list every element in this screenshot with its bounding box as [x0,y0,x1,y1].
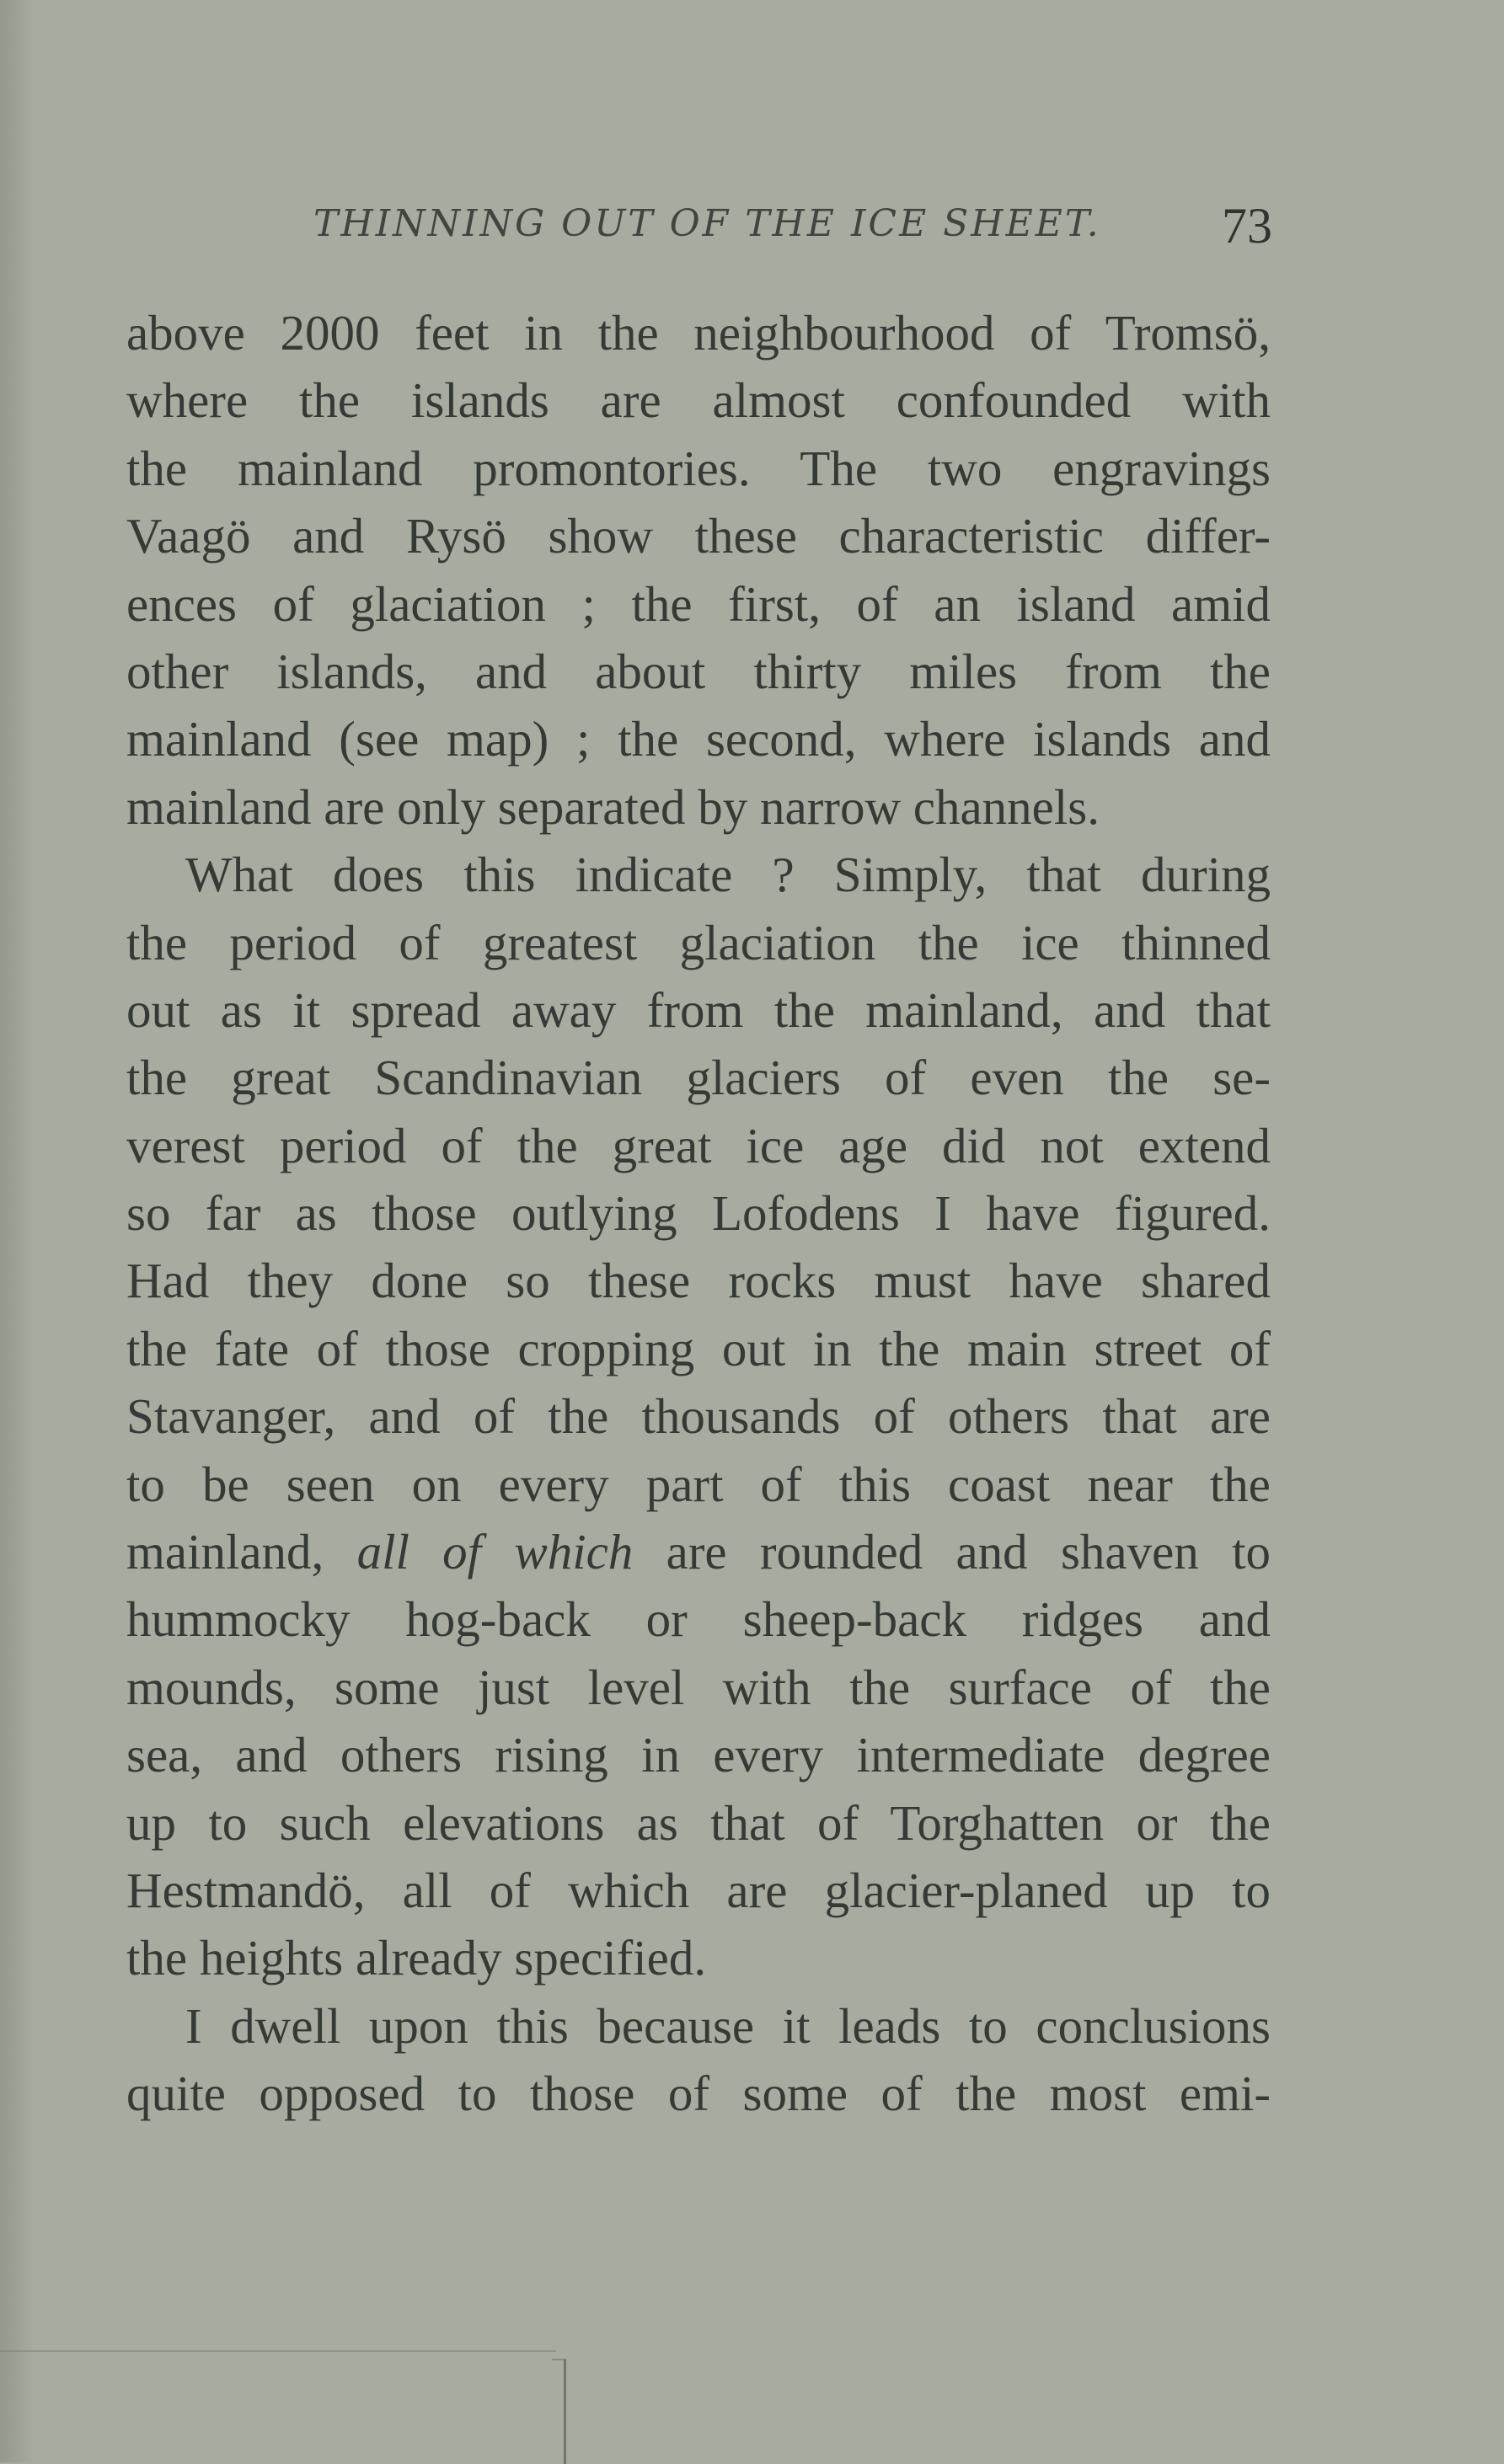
text-line: out as it spread away from the mainland, and that [126,981,1271,1038]
running-title: THINNING OUT OF THE ICE SHEET. [313,202,1101,245]
page-number: 73 [1222,198,1272,254]
text-line: verest period of the great ice age did not extend [126,1117,1271,1173]
text-line: hummocky hog-back or sheep-back ridges and [126,1591,1271,1648]
text-line: quite opposed to those of some of the most emi- [126,2066,1271,2122]
paragraph-end-line: mainland are only separated by narrow channels. [126,778,1100,835]
paragraph-end-line: the heights already specified. [126,1930,707,1986]
text-line: up to such elevations as that of Torghatten or the [126,1794,1271,1851]
paragraph-start-line: I dwell upon this because it leads to conclusions [185,1997,1271,2054]
text-line: sea, and others rising in every intermediate degree [126,1727,1271,1783]
text-line: ences of glaciation ; the first, of an island amid [126,575,1271,632]
text-line: Had they done so these rocks must have shared [126,1253,1271,1309]
scan-edge-mark [0,2350,590,2462]
text-line: above 2000 feet in the neighbourhood of Tromsö, [126,305,1271,361]
text-line: the fate of those cropping out in the main street of [126,1320,1271,1376]
body-text [126,299,1271,2128]
paragraph-start-line: What does this indicate ? Simply, that during [185,847,1271,903]
text-line: mainland (see map) ; the second, where islands and [126,711,1271,767]
text-line: Hestmandö, all of which are glacier-planed up to [126,1862,1271,1918]
bracket-mark [552,2359,566,2464]
running-head [126,198,1272,261]
text-line: the great Scandinavian glaciers of even the se- [126,1050,1271,1106]
text-line-with-italic [126,1518,1271,1585]
text-line: Stavanger, and of the thousands of others that are [126,1388,1271,1445]
text-line: the period of greatest glaciation the ice thinned [126,914,1271,970]
text-line: to be seen on every part of this coast near the [126,1456,1271,1512]
italic-phrase: all of which [356,1524,634,1580]
line-text: mainland, [126,1524,357,1580]
text-line: so far as those outlying Lofodens I have figured. [126,1185,1271,1242]
text-line: where the islands are almost confounded with [126,372,1271,429]
text-line: mounds, some just level with the surface of the [126,1659,1271,1715]
binding-shadow [0,0,34,2462]
text-line: Vaagö and Rysö show these characteristic differ- [126,508,1271,564]
divider [0,2350,556,2352]
text-line: other islands, and about thirty miles from the [126,643,1271,699]
line-text: are rounded and shaven to [633,1524,1271,1580]
text-line: the mainland promontories. The two engravings [126,440,1271,496]
